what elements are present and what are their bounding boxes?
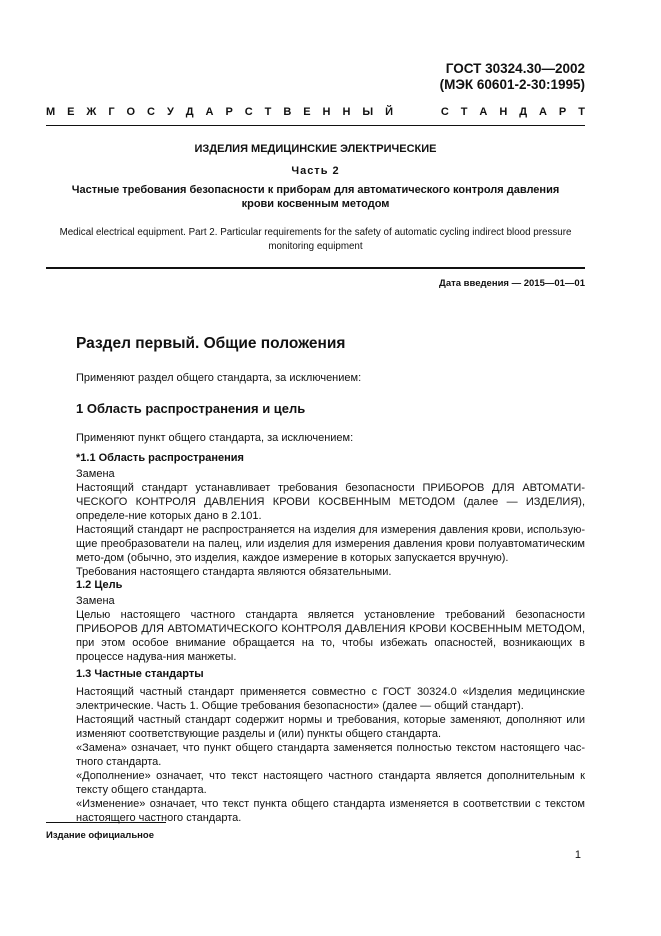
band-letter: С — [440, 106, 449, 118]
clause-1-3-para-1: Настоящий частный стандарт применяется совместно с ГОСТ 30324.0 «Изделия медицинские электрические. Часть 1. Общие требования безопасности» (далее — общий стандарт). — [76, 686, 585, 712]
band-letter: Н — [342, 106, 351, 118]
clause-1-3-para-4: «Дополнение» означает, что текст настоящего частного стандарта является дополнительным к тексту общего стандарта. — [76, 770, 585, 796]
band-letter: Й — [385, 106, 393, 118]
replace-label: Замена — [76, 595, 115, 607]
clause-1-3 — [76, 667, 585, 825]
band-letter: В — [283, 106, 292, 118]
band-letter: Е — [303, 106, 311, 118]
iec-equivalent: (МЭК 60601-2-30:1995) — [439, 77, 585, 92]
clause-1-2-heading: 1.2 Цель — [76, 579, 123, 591]
band-letter: С — [147, 106, 155, 118]
band-letter: Д — [185, 106, 194, 118]
header-rule — [46, 125, 585, 126]
band-letter: Р — [225, 106, 233, 118]
replace-label: Замена — [76, 468, 115, 480]
band-letter: А — [479, 106, 488, 118]
band-letter: Н — [322, 106, 331, 118]
footer-rule — [46, 822, 166, 823]
clause-1-body — [76, 431, 585, 445]
clause-1-text: Применяют пункт общего стандарта, за исключением: — [76, 432, 354, 444]
band-letter: О — [126, 106, 136, 118]
band-letter: Т — [460, 106, 468, 118]
part-label: Часть 2 — [291, 165, 340, 177]
document-title: ИЗДЕЛИЯ МЕДИЦИНСКИЕ ЭЛЕКТРИЧЕСКИЕ — [194, 143, 437, 155]
band-letter: Д — [519, 106, 528, 118]
clause-1-1-para-3: Требования настоящего стандарта являются обязательными. — [76, 566, 392, 578]
standard-number: ГОСТ 30324.30—2002 — [445, 61, 585, 76]
clause-1-2 — [76, 578, 585, 664]
band-letter: Г — [108, 106, 115, 118]
band-letter: А — [539, 106, 547, 118]
edition-label: Издание официальное — [46, 830, 154, 841]
english-title: Medical electrical equipment. Part 2. Particular requirements for the safety of automatic cycling indirect blood pressure monitoring equipment — [59, 227, 572, 252]
band-letter: Ы — [362, 106, 374, 118]
band-letter: Р — [558, 106, 567, 118]
effective-date: Дата введения — 2015—01—01 — [439, 278, 585, 289]
document-subtitle: Частные требования безопасности к приборам для автоматического контроля давления крови косвенным методом — [71, 184, 560, 210]
band-letter: У — [166, 106, 174, 118]
clause-1-3-para-5: «Изменение» означает, что текст пункта общего стандарта изменяется в соответствии с текстом настоящего частного стандарта. — [76, 798, 585, 824]
band-letter: М — [46, 106, 56, 118]
band-letter: Ж — [86, 106, 97, 118]
page-number: 1 — [574, 849, 581, 861]
intro-text: Применяют раздел общего стандарта, за исключением: — [76, 372, 362, 384]
clause-1-1-para-2: Настоящий стандарт не распространяется на изделия для измерения давления крови, использую-щие преобразователи на палец, или изделия для измерения давления крови полуавтоматическим мето-дом (обычно, это изделия, каждое измерение в которых запускается вручную). — [76, 524, 585, 564]
title-rule — [46, 267, 585, 269]
clause-1-3-para-2: Настоящий частный стандарт содержит нормы и требования, которые заменяют, дополняют или изменяют соответствующие разделы и (или) пункты общего стандарта. — [76, 714, 585, 740]
interstate-standard-band — [46, 106, 585, 118]
clause-1-3-para-3: «Замена» означает, что пункт общего стандарта заменяется полностью текстом настоящего час-тного стандарта. — [76, 742, 585, 768]
band-letter: Т — [578, 106, 585, 118]
clause-1-1-para-1: Настоящий стандарт устанавливает требования безопасности ПРИБОРОВ ДЛЯ АВТОМАТИ-ЧЕСКОГО КОНТРОЛЯ ДАВЛЕНИЯ КРОВИ КОСВЕННЫМ МЕТОДОМ (далее — ИЗДЕЛИЯ), определе-ние которых дано в 2.101. — [76, 482, 585, 522]
band-letter: Е — [67, 106, 75, 118]
clause-1-heading: 1 Область распространения и цель — [76, 401, 306, 416]
band-letter: А — [205, 106, 214, 118]
clause-1-3-heading: 1.3 Частные стандарты — [76, 668, 204, 680]
clause-1-1-heading: *1.1 Область распространения — [76, 452, 244, 464]
band-letter: С — [244, 106, 253, 118]
clause-1-2-para-1: Целью настоящего частного стандарта является установление требований безопасности ПРИБОРОВ ДЛЯ АВТОМАТИЧЕСКОГО КОНТРОЛЯ ДАВЛЕНИЯ КРОВИ КОСВЕННЫМ МЕТОДОМ, при этом особое внимание обращается на то, чтобы избежать опасностей, возникающих в процессе надува-ния манжеты. — [76, 609, 585, 663]
intro-paragraph — [76, 371, 585, 385]
clause-1-1 — [76, 451, 585, 579]
band-letter: Т — [264, 106, 272, 118]
section-heading: Раздел первый. Общие положения — [76, 335, 346, 352]
band-letter: Н — [499, 106, 508, 118]
standard-code — [440, 61, 585, 93]
